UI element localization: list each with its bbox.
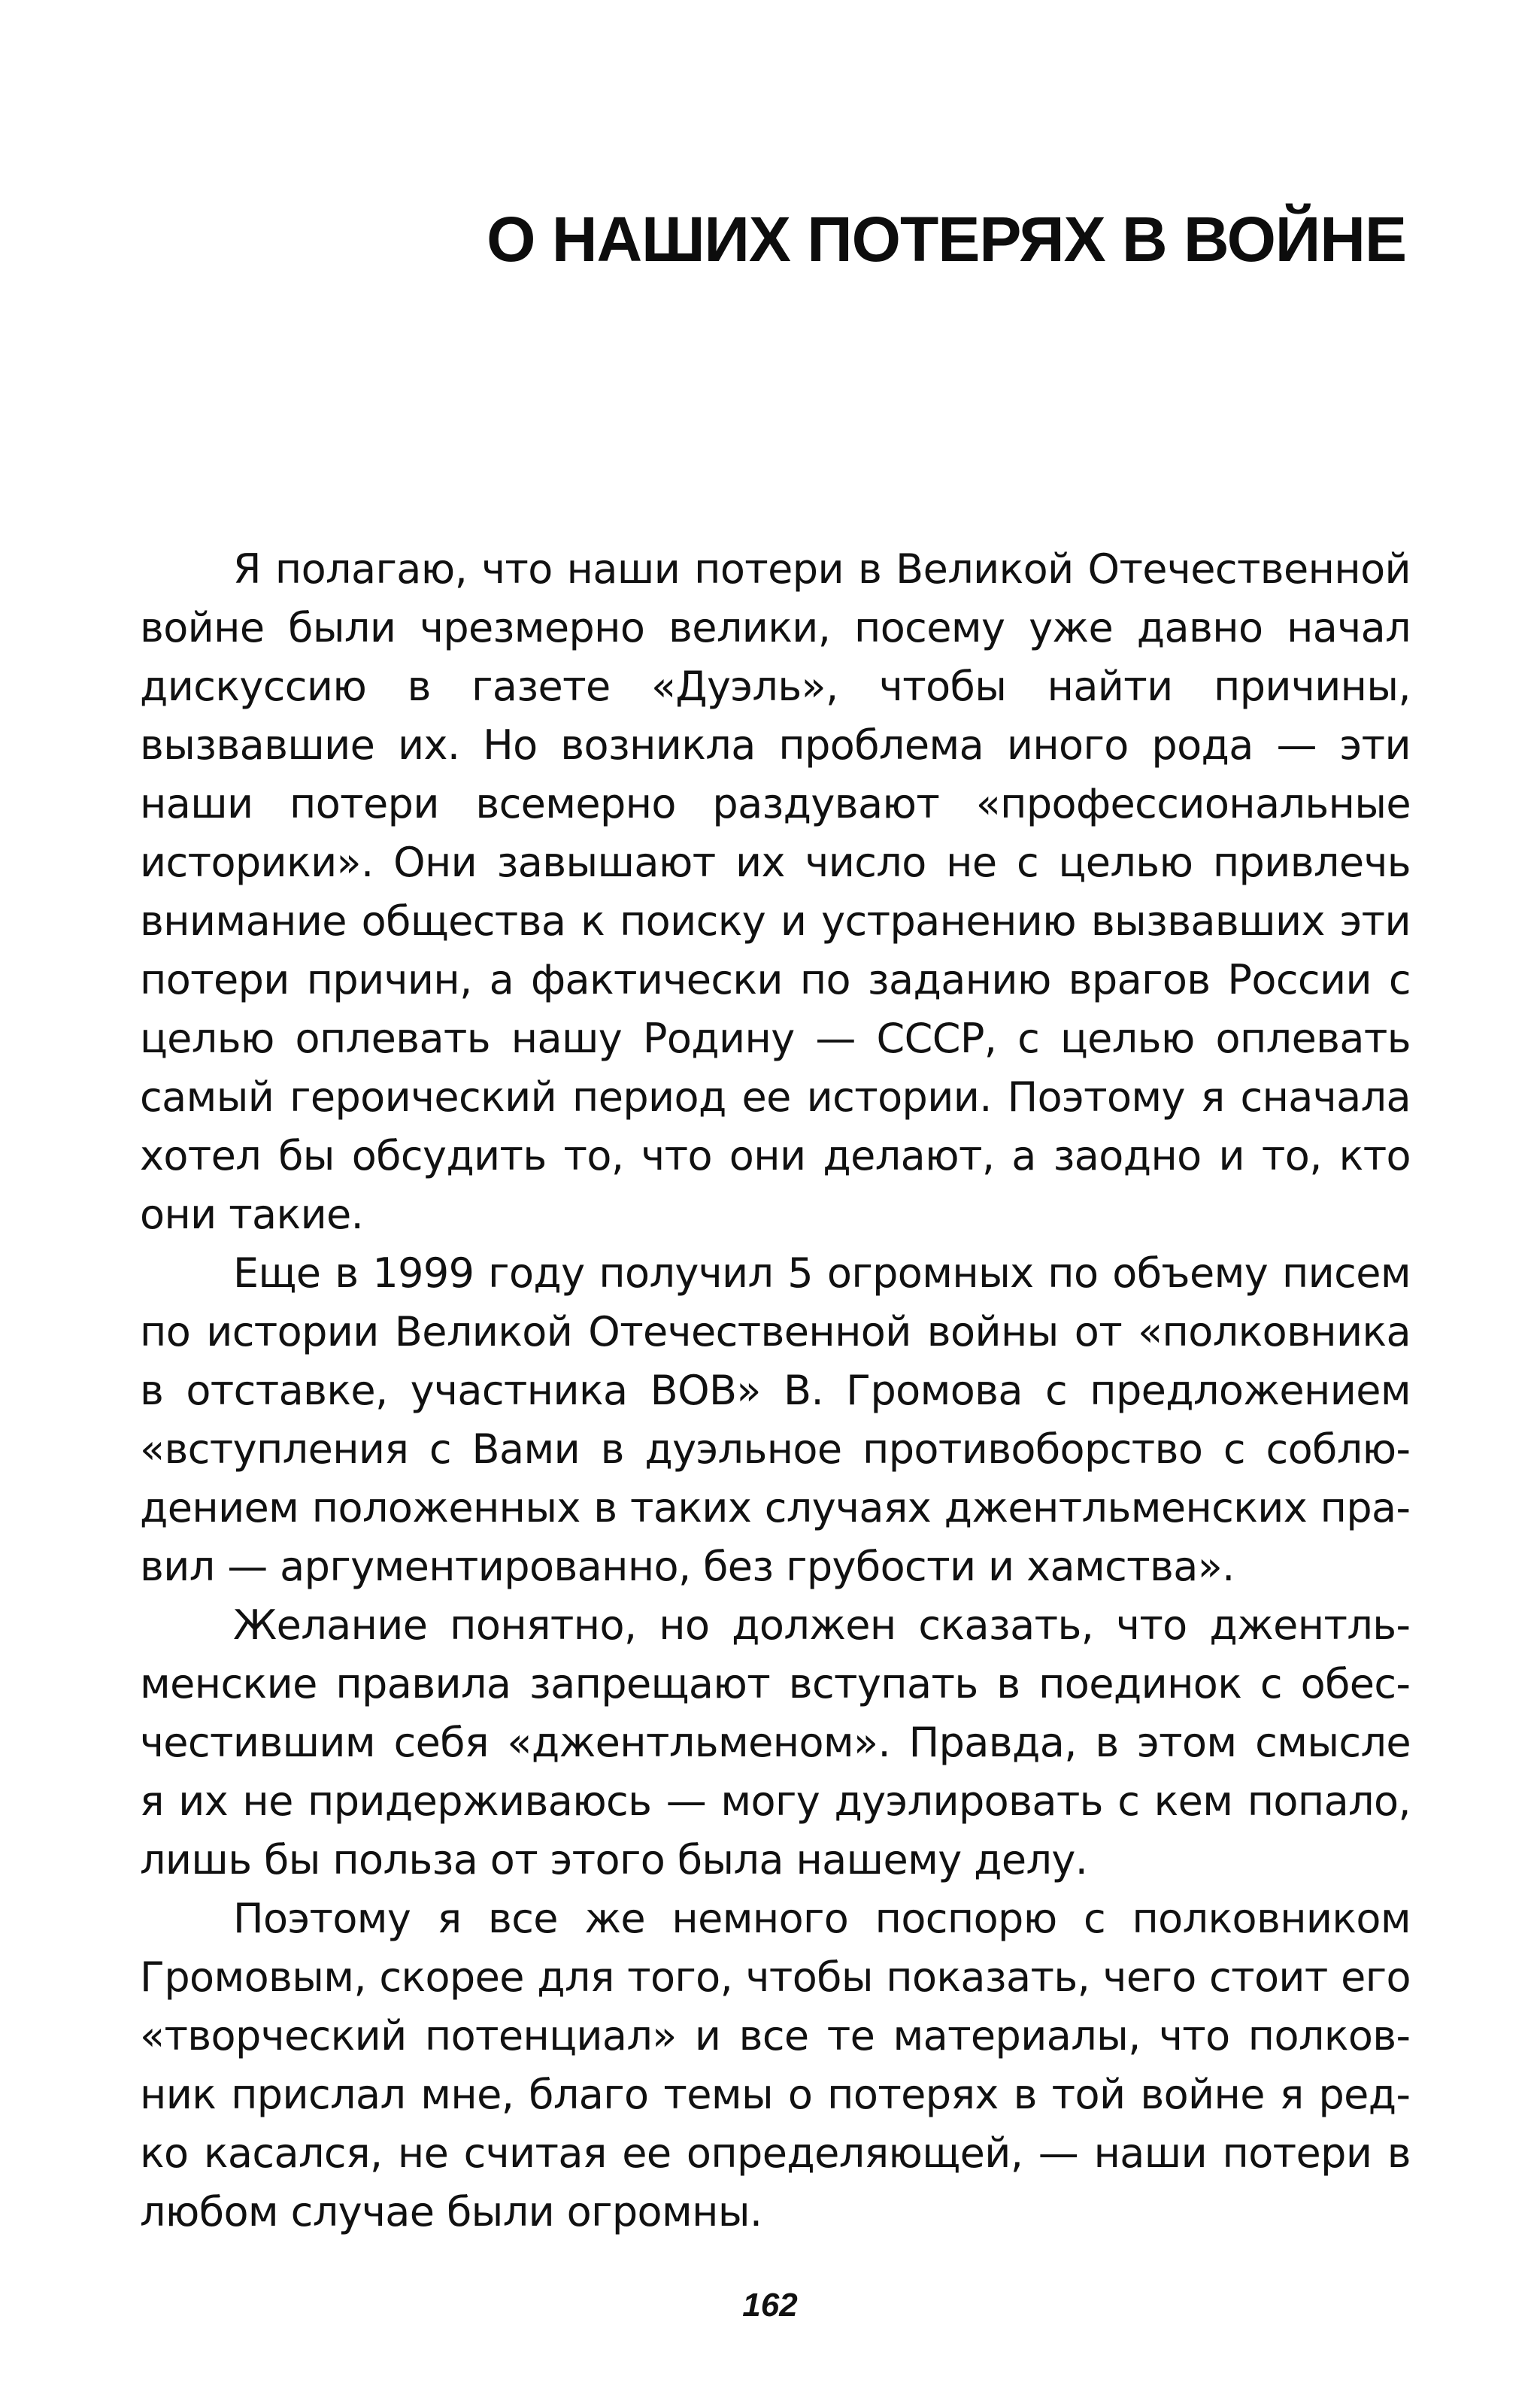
paragraph: Поэтому я все же немного поспорю с полковником Громовым, скорее для того, чтобы показать, чего стоит его «творческий потенциал» и все те материалы, что полковник прислал мне, благо темы о потерях в той войне я редко касался, не считая ее определяющей, — наши потери в любом случае были огромны. [140,1895,1411,2236]
chapter-title: О НАШИХ ПОТЕРЯХ В ВОЙНЕ [487,204,1406,275]
body-text [140,540,1411,2242]
paragraph: Желание понятно, но должен сказать, что джентльменские правила запрещают вступать в поединок с обесчестившим себя «джентльменом». Правда, в этом смысле я их не придерживаюсь — могу дуэлировать с кем попало, лишь бы польза от этого была нашему делу. [140,1601,1411,1883]
paragraph: Я полагаю, что наши потери в Великой Отечественной войне были чрезмерно велики, посему уже давно начал дискуссию в газете «Дуэль», чтобы найти причины, вызвавшие их. Но возникла проблема иного рода — эти наши потери всемерно раздувают «профессиональные историки». Они завышают их число не с целью привлечь внимание общества к поиску и устранению вызвавших эти потери причин, а фактически по заданию врагов России с целью оплевать нашу Родину — СССР, с целью оплевать самый героический период ее истории. Поэтому я сначала хотел бы обсудить то, что они делают, а заодно и то, кто они такие. [140,545,1411,1238]
paragraph: Еще в 1999 году получил 5 огромных по объему писем по истории Великой Отечественной войны от «полковника в отставке, участника ВОВ» В. Громова с предложением «вступления с Вами в дуэльное противоборство с соблюдением положенных в таких случаях джентльменских правил — аргументированно, без грубости и хамства». [140,1249,1411,1590]
page-number: 162 [742,2287,798,2324]
